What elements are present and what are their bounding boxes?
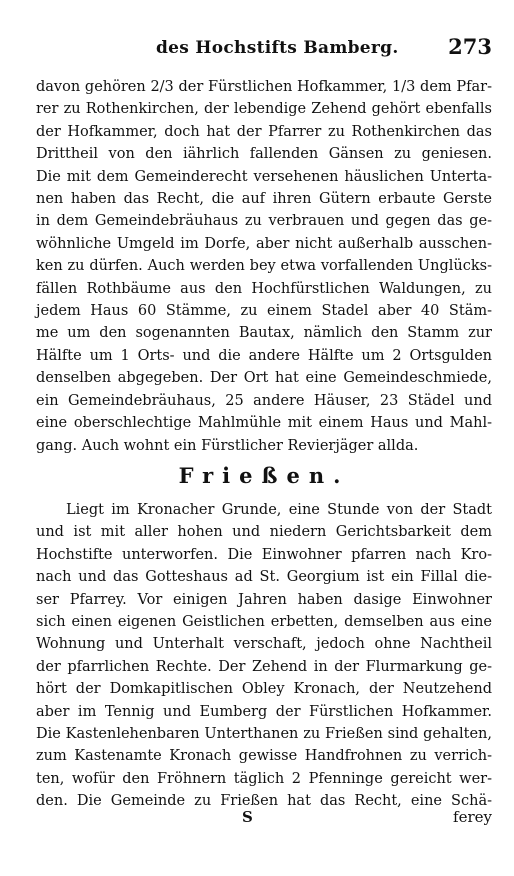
text-line: Hochstifte unterworfen. Die Einwohner pfarren nach Kro- bbox=[36, 546, 492, 563]
text-line: jedem Haus 60 Stämme, zu einem Stadel aber 40 Stäm- bbox=[36, 303, 492, 320]
text-line: nen haben das Recht, die auf ihren Gütern erbaute Gerste bbox=[36, 191, 492, 208]
text-line: und ist mit aller hohen und niedern Gerichtsbarkeit dem bbox=[36, 524, 492, 541]
text-line: zum Kastenamte Kronach gewisse Handfrohnen zu verrich- bbox=[36, 748, 492, 765]
text-line: davon gehören 2/3 der Fürstlichen Hofkammer, 1/3 dem Pfar- bbox=[36, 79, 492, 95]
text-line: gang. Auch wohnt ein Fürstlicher Revierjäger allda. bbox=[36, 437, 419, 454]
running-head: des Hochstifts Bamberg. bbox=[156, 38, 399, 58]
section-heading: Frießen. bbox=[178, 462, 350, 488]
text-line: der pfarrlichen Rechte. Der Zehend in der Flurmarkung ge- bbox=[36, 658, 492, 675]
paragraph-2 bbox=[36, 499, 492, 813]
paragraph-1 bbox=[36, 76, 492, 457]
text-line: ser Pfarrey. Vor einigen Jahren haben dasige Einwohner bbox=[36, 591, 492, 608]
text-line: Die mit dem Gemeinderecht versehenen häuslichen Unterta- bbox=[36, 168, 492, 185]
text-line: aber im Tennig und Eumberg der Fürstlichen Hofkammer. bbox=[36, 703, 492, 720]
text-line: denselben abgegeben. Der Ort hat eine Gemeindeschmiede, bbox=[36, 370, 492, 387]
page-footer bbox=[36, 808, 492, 836]
text-line: rer zu Rothenkirchen, der lebendige Zehend gehört ebenfalls bbox=[36, 101, 492, 118]
text-line: Wohnung und Unterhalt verschaft, jedoch ohne Nachtheil bbox=[36, 636, 492, 653]
text-line: ten, wofür den Fröhnern täglich 2 Pfenninge gereicht wer- bbox=[36, 770, 492, 787]
text-line: in dem Gemeindebräuhaus zu verbrauen und gegen das ge- bbox=[36, 213, 492, 230]
text-line: Hälfte um 1 Orts- und die andere Hälfte um 2 Ortsgulden bbox=[36, 347, 492, 364]
body-text bbox=[36, 74, 492, 813]
text-line: wöhnliche Umgeld im Dorfe, aber nicht außerhalb ausschen- bbox=[36, 235, 492, 252]
text-line: eine oberschlechtige Mahlmühle mit einem Haus und Mahl- bbox=[36, 415, 492, 432]
text-line: Die Kastenlehenbaren Unterthanen zu Frießen sind gehalten, bbox=[36, 725, 492, 742]
text-line: den. Die Gemeinde zu Frießen hat das Recht, eine Schä- bbox=[36, 793, 492, 810]
page-header bbox=[36, 24, 492, 64]
text-line: sich einen eigenen Geistlichen erbetten, demselben aus eine bbox=[36, 613, 492, 630]
text-line: nach und das Gotteshaus ad St. Georgium ist ein Fillal die- bbox=[36, 569, 492, 586]
catchword: ferey bbox=[453, 808, 492, 826]
text-line: Liegt im Kronacher Grunde, eine Stunde von der Stadt bbox=[66, 501, 492, 518]
text-line: der Hofkammer, doch hat der Pfarrer zu Rothenkirchen das bbox=[36, 123, 492, 140]
text-line: ein Gemeindebräuhaus, 25 andere Häuser, 23 Städel und bbox=[36, 392, 492, 409]
text-line: me um den sogenannten Bautax, nämlich den Stamm zur bbox=[36, 325, 492, 342]
text-line: hört der Domkapitlischen Obley Kronach, der Neutzehend bbox=[36, 681, 492, 698]
text-line: ken zu dürfen. Auch werden bey etwa vorfallenden Unglücks- bbox=[36, 258, 492, 275]
section-heading-wrap bbox=[36, 457, 492, 497]
signature-mark: S bbox=[242, 808, 253, 826]
text-line: fällen Rothbäume aus den Hochfürstlichen Waldungen, zu bbox=[36, 280, 492, 297]
page-number: 273 bbox=[448, 34, 492, 59]
text-line: Drittheil von den iährlich fallenden Gänsen zu geniesen. bbox=[36, 146, 492, 163]
